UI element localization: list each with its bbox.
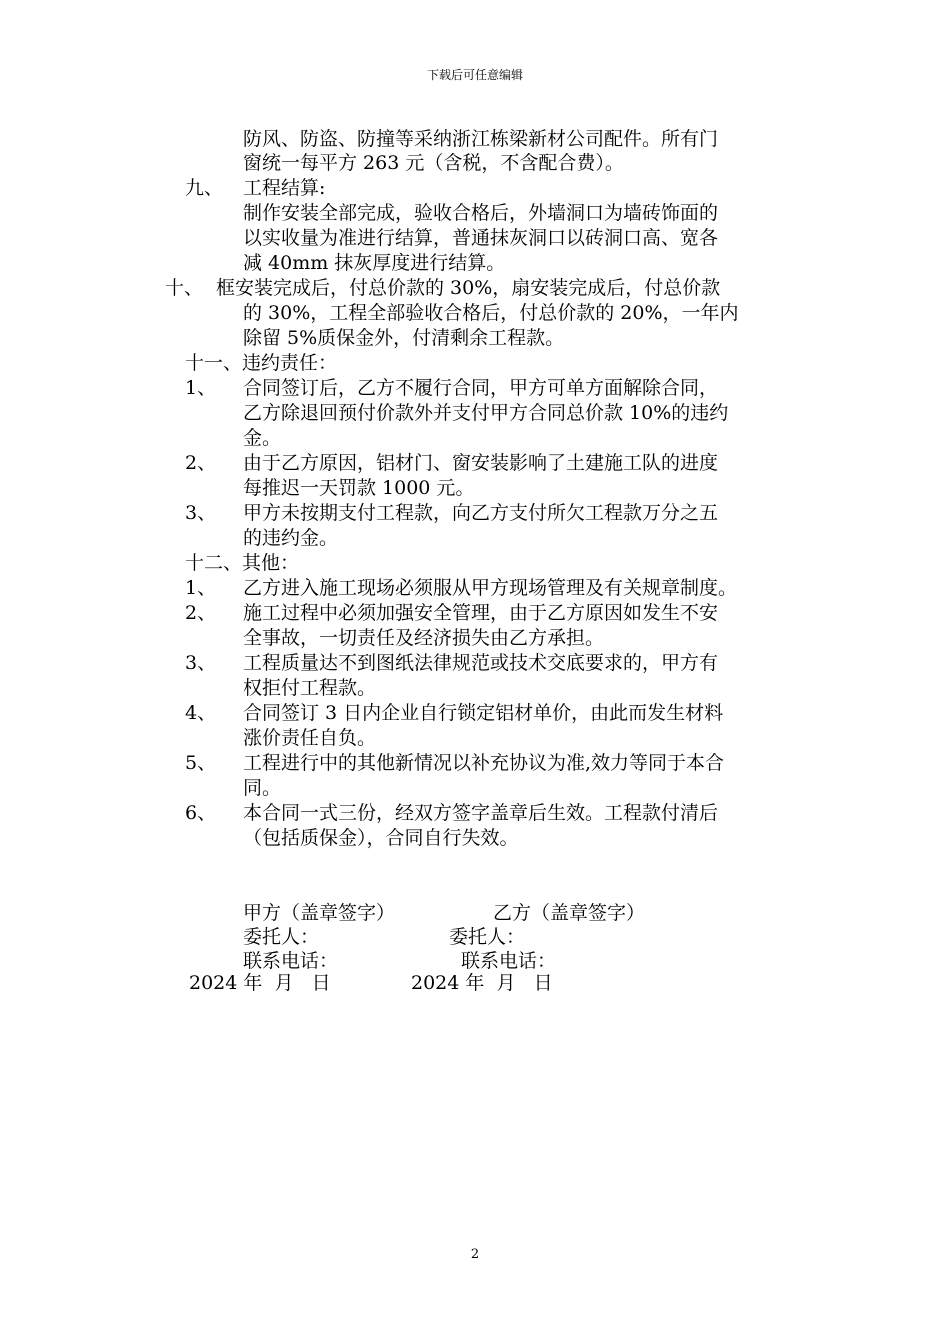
page-header: 下载后可任意编辑 <box>426 68 523 82</box>
item-text-line: 涨价责任自负。 <box>243 727 377 749</box>
item-text-line: 同。 <box>243 777 282 799</box>
clause-10-text-line: 框安装完成后，付总价款的 30%，扇安装完成后，付总价款 <box>216 277 721 299</box>
clause-9-text-line: 制作安装全部完成，验收合格后，外墙洞口为墙砖饰面的 <box>243 202 719 224</box>
item-text-line: 合同签订后，乙方不履行合同，甲方可单方面解除合同， <box>243 377 719 399</box>
item-text-line: 乙方进入施工现场必须服从甲方现场管理及有关规章制度。 <box>243 577 738 599</box>
item-number: 1、 <box>185 377 217 399</box>
item-number: 3、 <box>185 502 217 524</box>
clause-9-text-line: 以实收量为准进行结算，普通抹灰洞口以砖洞口高、宽各 <box>243 227 719 249</box>
item-text-line: 的违约金。 <box>243 527 339 549</box>
item-number: 2、 <box>185 602 217 624</box>
party-b-date: 2024 年 月 日 <box>411 972 553 994</box>
item-text-line: （包括质保金），合同自行失效。 <box>243 827 519 849</box>
item-number: 3、 <box>185 652 217 674</box>
clause-10-text-line: 的 30%，工程全部验收合格后，付总价款的 20%，一年内 <box>243 302 739 324</box>
item-text-line: 合同签订 3 日内企业自行锁定铝材单价，由此而发生材料 <box>243 702 724 724</box>
item-text-line: 乙方除退回预付价款外并支付甲方合同总价款 10%的违约 <box>243 402 729 424</box>
clause-9-heading: 工程结算: <box>243 177 326 199</box>
clause-8-text-line: 窗统一每平方 263 元（含税，不含配合费）。 <box>243 152 624 174</box>
item-number: 6、 <box>185 802 217 824</box>
item-number: 1、 <box>185 577 217 599</box>
item-text-line: 施工过程中必须加强安全管理，由于乙方原因如发生不安 <box>243 602 719 624</box>
clause-10-number: 十、 <box>165 277 204 299</box>
item-text-line: 全事故，一切责任及经济损失由乙方承担。 <box>243 627 605 649</box>
clause-10-text-line: 除留 5%质保金外，付清剩余工程款。 <box>243 327 565 349</box>
item-number: 5、 <box>185 752 217 774</box>
clause-8-text-line: 防风、防盗、防撞等采纳浙江栋梁新材公司配件。所有门 <box>243 128 719 150</box>
clause-9-number: 九、 <box>185 177 224 199</box>
item-number: 4、 <box>185 702 217 724</box>
item-text-line: 工程质量达不到图纸法律规范或技术交底要求的，甲方有 <box>243 652 719 674</box>
item-text-line: 本合同一式三份，经双方签字盖章后生效。工程款付清后 <box>243 802 719 824</box>
party-b-phone-label: 联系电话： <box>461 950 557 972</box>
party-a-agent-label: 委托人： <box>243 926 320 948</box>
party-a-signature-label: 甲方（盖章签字） <box>243 902 396 924</box>
item-text-line: 工程进行中的其他新情况以补充协议为准,效力等同于本合 <box>243 752 725 774</box>
item-text-line: 每推迟一天罚款 1000 元。 <box>243 477 475 499</box>
clause-11-heading: 十一、违约责任： <box>185 352 338 374</box>
clause-12-heading: 十二、其他： <box>185 552 300 574</box>
item-text-line: 甲方未按期支付工程款，向乙方支付所欠工程款万分之五 <box>243 502 719 524</box>
party-a-phone-label: 联系电话： <box>243 950 339 972</box>
item-text-line: 权拒付工程款。 <box>243 677 377 699</box>
party-a-date: 2024 年 月 日 <box>189 972 331 994</box>
party-b-signature-label: 乙方（盖章签字） <box>493 902 646 924</box>
item-text-line: 由于乙方原因，铝材门、窗安装影响了土建施工队的进度 <box>243 452 719 474</box>
item-text-line: 金。 <box>243 427 282 449</box>
page-number: 2 <box>470 1247 480 1262</box>
party-b-agent-label: 委托人： <box>449 926 526 948</box>
item-number: 2、 <box>185 452 217 474</box>
clause-9-text-line: 减 40mm 抹灰厚度进行结算。 <box>243 252 506 274</box>
